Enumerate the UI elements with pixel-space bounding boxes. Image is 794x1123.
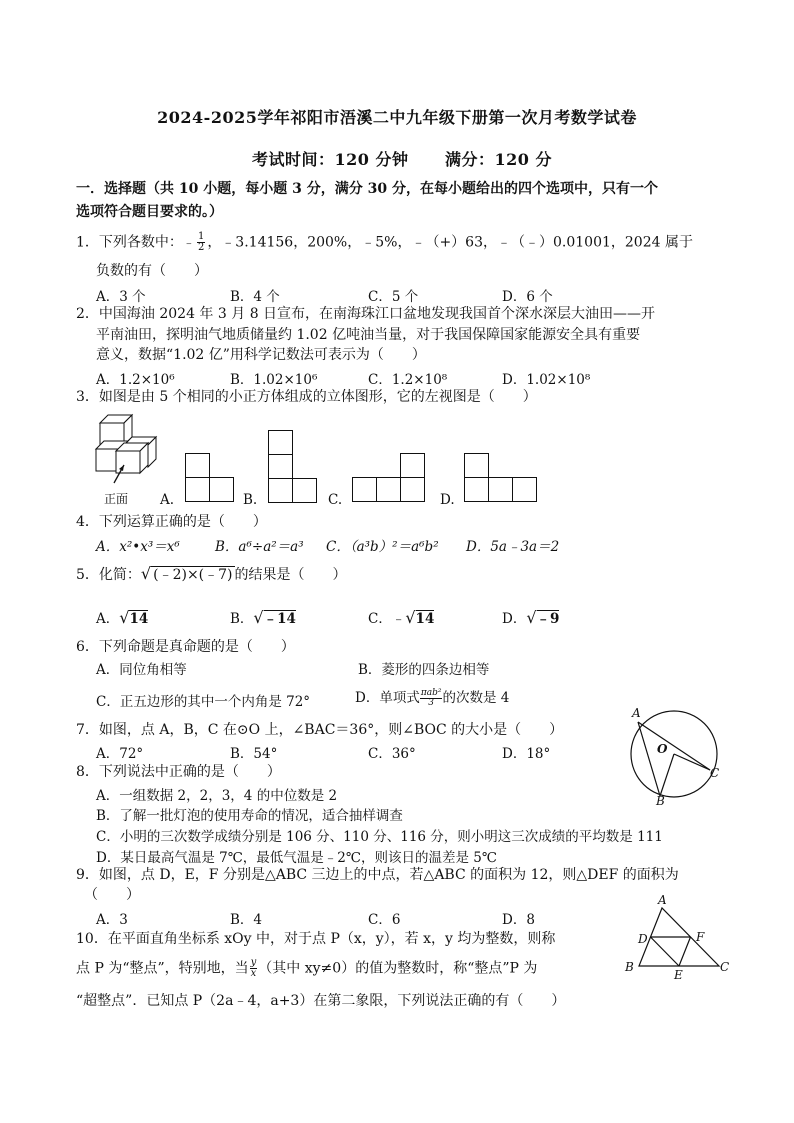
exam-time: 考试时间：120 分钟	[252, 150, 409, 169]
tri-a-label: A	[658, 893, 667, 907]
sqrt-sign: √	[253, 608, 264, 627]
q2-option-d[interactable]: D．1.02×10⁸	[502, 372, 591, 388]
q9-option-a[interactable]: A．3	[96, 912, 128, 928]
option-label: D．单项式	[355, 690, 420, 706]
question-2-cont: 平南油田，探明油气地质储量约 1.02 亿吨油当量，对于我国保障国家能源安全具有重要	[96, 327, 641, 343]
cube-stack-figure	[92, 413, 164, 493]
question-7: 7．如图，点 A，B，C 在⊙O 上，∠BAC＝36°，则∠BOC 的大小是（ ）	[76, 722, 564, 738]
view-option-c[interactable]	[352, 453, 427, 503]
sqrt-radicand: ﹣9	[536, 611, 560, 627]
q7-option-b[interactable]: B．54°	[230, 746, 278, 762]
view-option-c-label: C.	[328, 492, 343, 508]
q6-option-c[interactable]: C．正五边形的其中一个内角是 72°	[96, 694, 311, 710]
question-1-text: ，﹣3.14156，200%，﹣5%，﹣（+）63，﹣（﹣）0.01001，2024 属于	[207, 234, 693, 251]
question-9-cont: （ ）	[84, 887, 140, 903]
question-1	[76, 232, 693, 253]
view-option-a[interactable]	[185, 453, 235, 503]
question-10: 10．在平面直角坐标系 xOy 中，对于点 P（x，y），若 x，y 均为整数，则称	[76, 931, 556, 947]
question-10-text-b: （其中 xy≠0）的值为整数时，称“整点”P 为	[258, 960, 538, 977]
fraction-one-half	[197, 232, 205, 253]
view-option-d-label: D.	[440, 492, 455, 508]
q6-option-d[interactable]	[355, 686, 509, 708]
q4-option-b[interactable]: B．a⁶÷a²＝a³	[215, 539, 304, 555]
exam-title: 2024-2025学年祁阳市浯溪二中九年级下册第一次月考数学试卷	[157, 108, 637, 127]
question-10-text-a: 点 P 为“整点”，特别地，当	[76, 960, 249, 977]
option-label: D．	[502, 611, 527, 627]
question-4: 4．下列运算正确的是（ ）	[76, 514, 267, 530]
q1-option-a[interactable]: A．3 个	[96, 289, 146, 305]
q9-option-b[interactable]: B．4	[230, 912, 263, 928]
sqrt-sign: √	[119, 608, 130, 627]
question-3: 3．如图是由 5 个相同的小正方体组成的立体图形，它的左视图是（ ）	[76, 389, 537, 405]
q5-option-b[interactable]	[230, 607, 296, 627]
question-6: 6．下列命题是真命题的是（ ）	[76, 639, 295, 655]
q6-option-a[interactable]: A．同位角相等	[96, 662, 187, 678]
view-option-b-label: B.	[243, 492, 258, 508]
fraction-numerator: πab²	[420, 688, 442, 698]
q4-option-c[interactable]: C．（a³b）²＝a⁶b²	[326, 539, 439, 555]
sqrt-radicand: 14	[415, 611, 435, 627]
question-2-cont2: 意义，数据“1.02 亿”用科学记数法可表示为（ ）	[96, 347, 426, 363]
sqrt-radicand: (﹣2)×(﹣7)	[153, 567, 233, 583]
question-1-prefix: 1．下列各数中：	[76, 234, 183, 251]
q5-option-a[interactable]	[96, 607, 148, 627]
fraction-denominator: 3	[428, 698, 435, 708]
q8-option-d[interactable]: D．某日最高气温是 7℃，最低气温是﹣2℃，则该日的温差是 5℃	[96, 850, 497, 866]
option-text: 的次数是 4	[442, 690, 510, 706]
fraction-numerator: 1	[197, 231, 205, 242]
monomial-fraction	[420, 689, 443, 708]
exam-full-score: 满分：120 分	[445, 150, 552, 169]
q1-option-b[interactable]: B．4 个	[230, 289, 280, 305]
question-2: 2．中国海油 2024 年 3 月 8 日宣布，在南海珠江口盆地发现我国首个深水深层大油田——开	[76, 306, 656, 322]
q1-option-d[interactable]: D．6 个	[502, 289, 553, 305]
sqrt-radicand: ﹣14	[263, 611, 296, 627]
q7-option-a[interactable]: A．72°	[96, 746, 144, 762]
option-label: A．	[96, 611, 120, 627]
tri-d-label: D	[638, 932, 648, 946]
q4-option-a[interactable]: A．x²•x³＝x⁶	[96, 539, 180, 555]
q5-option-c[interactable]	[368, 607, 434, 627]
sqrt-sign: √	[140, 564, 152, 583]
triangle-figure	[635, 906, 725, 971]
front-view-label: 正面	[104, 492, 129, 506]
fraction-denominator: x	[250, 968, 257, 979]
point-b-label: B	[656, 794, 665, 808]
section-heading-cont: 选项符合题目要求的。）	[76, 204, 223, 220]
q1-option-c[interactable]: C．5 个	[368, 289, 419, 305]
point-a-label: A	[632, 706, 641, 720]
q8-option-b[interactable]: B．了解一批灯泡的使用寿命的情况，适合抽样调查	[96, 808, 403, 824]
section-heading: 一．选择题（共 10 小题，每小题 3 分，满分 30 分，在每小题给出的四个选项中，只有一个	[76, 181, 658, 197]
option-label: B．	[230, 611, 254, 627]
sqrt-sign: √	[526, 608, 537, 627]
q2-option-c[interactable]: C．1.2×10⁸	[368, 372, 448, 388]
sqrt-radicand: 14	[129, 611, 149, 627]
q7-option-d[interactable]: D．18°	[502, 746, 551, 762]
question-5	[76, 565, 347, 584]
q6-option-b[interactable]: B．菱形的四条边相等	[358, 662, 490, 678]
question-5-prefix: 5．化简：	[76, 567, 141, 583]
tri-f-label: F	[696, 930, 705, 944]
point-o-label: O	[657, 742, 668, 756]
question-1-cont: 负数的有（ ）	[96, 263, 208, 279]
q2-option-b[interactable]: B．1.02×10⁶	[230, 372, 318, 388]
option-label: C．﹣	[368, 611, 406, 627]
question-5-suffix: 的结果是（ ）	[234, 567, 347, 583]
sqrt-sign: √	[405, 608, 416, 627]
q7-option-c[interactable]: C．36°	[368, 746, 416, 762]
q5-option-d[interactable]	[502, 607, 559, 627]
view-option-d[interactable]	[464, 453, 539, 503]
question-9: 9．如图，点 D，E，F 分别是△ABC 三边上的中点，若△ABC 的面积为 12，则△DEF 的面积为	[76, 867, 679, 883]
question-10-cont2: “超整点”．已知点 P（2a﹣4，a+3）在第二象限，下列说法正确的有（ ）	[76, 993, 566, 1009]
tri-e-label: E	[674, 968, 683, 982]
question-10-cont	[76, 958, 537, 979]
q4-option-d[interactable]: D．5a﹣3a＝2	[466, 539, 560, 555]
fraction-y-over-x	[250, 958, 258, 979]
view-option-a-label: A.	[160, 492, 175, 508]
view-option-b[interactable]	[268, 430, 318, 505]
q9-option-d[interactable]: D．8	[502, 912, 535, 928]
question-1-minus: ﹣	[182, 235, 195, 250]
point-c-label: C	[710, 766, 720, 780]
q2-option-a[interactable]: A．1.2×10⁶	[96, 372, 175, 388]
q9-option-c[interactable]: C．6	[368, 912, 401, 928]
tri-b-label: B	[625, 960, 634, 974]
question-8: 8．下列说法中正确的是（ ）	[76, 764, 281, 780]
fraction-denominator: 2	[197, 242, 205, 253]
circle-figure	[624, 706, 724, 811]
fraction-numerator: y	[250, 957, 257, 968]
q8-option-a[interactable]: A．一组数据 2，2，3，4 的中位数是 2	[96, 788, 338, 804]
tri-c-label: C	[720, 960, 730, 974]
q8-option-c[interactable]: C．小明的三次数学成绩分别是 106 分、110 分、116 分，则小明这三次成绩的平均数是 111	[96, 829, 663, 845]
